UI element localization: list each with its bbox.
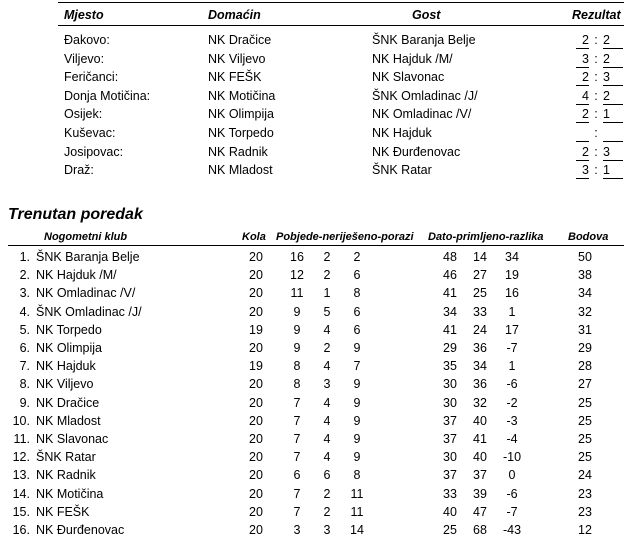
standings-draws: 2 <box>323 341 331 355</box>
standings-wins: 9 <box>293 304 301 319</box>
standings-wins: 7 <box>293 486 301 501</box>
standings-losses: 9 <box>353 395 361 410</box>
fixture-place: Draž: <box>64 163 94 178</box>
standings-played: 20 <box>249 450 263 465</box>
standings-draws: 2 <box>323 504 331 519</box>
fixture-place: Donja Motičina: <box>64 88 151 103</box>
standings-wins: 9 <box>293 341 301 355</box>
standings-header-points: Bodova <box>568 231 609 243</box>
fixture-score-away: 1 <box>603 107 610 122</box>
standings-position: 16. <box>12 523 30 537</box>
standings-wins: 6 <box>293 468 301 483</box>
score-underline <box>603 141 623 142</box>
standings-header-goals: Dato-primljeno-razlika <box>428 231 544 243</box>
standings-goals-against: 34 <box>473 359 487 374</box>
fixture-score-separator: : <box>594 88 598 103</box>
standings-played: 20 <box>249 523 263 537</box>
standings-goal-diff: 0 <box>508 468 516 483</box>
standings-position: 8. <box>19 377 30 392</box>
fixture-score-separator: : <box>594 70 598 85</box>
fixture-home: NK Olimpija <box>208 107 274 122</box>
standings-wins: 7 <box>293 413 301 428</box>
standings-points: 31 <box>578 322 592 337</box>
standings-goal-diff: 1 <box>508 359 516 374</box>
standings-goal-diff: -6 <box>506 486 518 501</box>
fixture-score-home: 3 <box>582 163 589 178</box>
fixture-score <box>575 89 621 103</box>
standings-losses: 11 <box>350 486 364 501</box>
standings-goal-diff: -4 <box>506 432 518 446</box>
score-underline <box>603 122 623 123</box>
standings-wins: 7 <box>293 395 301 410</box>
standings-header-club: Nogometni klub <box>44 231 128 243</box>
standings-club: NK Omladinac /V/ <box>36 286 136 301</box>
fixture-away: NK Slavonac <box>372 70 445 85</box>
standings-points: 24 <box>578 468 592 483</box>
fixture-score <box>575 107 621 121</box>
standings-losses: 2 <box>353 250 361 264</box>
standings-wins: 8 <box>293 359 301 374</box>
standings-goal-diff: -43 <box>502 523 522 537</box>
standings-goals-against: 36 <box>473 377 487 392</box>
fixture-home: NK Torpedo <box>208 126 274 140</box>
standings-position: 2. <box>19 268 30 283</box>
standings-goals-against: 41 <box>473 432 487 446</box>
standings-wins: 7 <box>293 432 301 446</box>
standings-goal-diff: -10 <box>502 450 522 465</box>
standings-position: 7. <box>19 359 30 374</box>
standings-club: NK Radnik <box>36 468 96 483</box>
standings-played: 20 <box>249 250 263 264</box>
standings-goal-diff: 17 <box>505 322 519 337</box>
standings-losses: 9 <box>353 413 361 428</box>
standings-goals-for: 37 <box>443 413 457 428</box>
standings-header-wdl: Pobjede-neriješeno-porazi <box>276 231 414 243</box>
standings-goals-against: 27 <box>473 268 487 283</box>
standings-draws: 5 <box>323 304 331 319</box>
score-underline <box>576 141 589 142</box>
standings-goals-against: 24 <box>473 322 487 337</box>
fixture-away: NK Hajduk /M/ <box>372 51 453 66</box>
standings-position: 13. <box>12 468 30 483</box>
fixtures-header-home: Domaćin <box>208 8 261 22</box>
fixtures-header-rule <box>58 25 624 26</box>
fixture-place: Osijek: <box>64 107 103 122</box>
standings-draws: 2 <box>323 250 331 264</box>
fixture-score <box>575 33 621 47</box>
standings-club: ŠNK Baranja Belje <box>36 250 140 264</box>
standings-losses: 6 <box>353 268 361 283</box>
standings-played: 20 <box>249 486 263 501</box>
standings-goal-diff: -2 <box>506 395 518 410</box>
standings-losses: 14 <box>350 523 364 537</box>
standings-goals-against: 37 <box>473 468 487 483</box>
fixture-score-home: 2 <box>582 107 589 122</box>
standings-goals-for: 34 <box>443 304 457 319</box>
standings-points: 28 <box>578 359 592 374</box>
standings-played: 19 <box>249 322 263 337</box>
standings-position: 10. <box>12 413 30 428</box>
standings-draws: 1 <box>323 286 331 301</box>
standings-club: ŠNK Omladinac /J/ <box>36 304 142 319</box>
standings-draws: 4 <box>323 450 331 465</box>
standings-wins: 11 <box>290 286 304 301</box>
standings-points: 25 <box>578 450 592 465</box>
fixture-score-home: 3 <box>582 51 589 66</box>
standings-played: 20 <box>249 468 263 483</box>
fixture-home: NK Dračice <box>208 33 272 47</box>
standings-played: 20 <box>249 341 263 355</box>
fixture-score-away: 3 <box>603 144 610 159</box>
standings-goals-against: 40 <box>473 413 487 428</box>
standings-played: 19 <box>249 359 263 374</box>
fixture-place: Đakovo: <box>64 33 110 47</box>
standings-goals-against: 25 <box>473 286 487 301</box>
fixture-away: ŠNK Ratar <box>372 163 432 178</box>
standings-draws: 2 <box>323 486 331 501</box>
standings-draws: 4 <box>323 359 331 374</box>
standings-position: 1. <box>19 250 30 264</box>
standings-goal-diff: 16 <box>505 286 519 301</box>
standings-goals-for: 35 <box>443 359 457 374</box>
fixture-score-separator: : <box>594 163 598 178</box>
standings-played: 20 <box>249 504 263 519</box>
score-underline <box>603 67 623 68</box>
standings-goals-against: 47 <box>473 504 487 519</box>
standings-club: NK Hajduk /M/ <box>36 268 117 283</box>
standings-club: NK FEŠK <box>36 504 90 519</box>
score-underline <box>603 85 623 86</box>
fixture-score-away: 2 <box>603 88 610 103</box>
standings-points: 25 <box>578 395 592 410</box>
standings-points: 27 <box>578 377 592 392</box>
standings-points: 50 <box>578 250 592 264</box>
standings-goals-for: 48 <box>443 250 457 264</box>
standings-club: NK Torpedo <box>36 322 102 337</box>
fixture-away: ŠNK Omladinac /J/ <box>372 88 478 103</box>
standings-position: 6. <box>19 341 30 355</box>
standings-losses: 6 <box>353 304 361 319</box>
standings-goals-for: 41 <box>443 286 457 301</box>
fixture-home: NK Mladost <box>208 163 273 178</box>
standings-losses: 6 <box>353 322 361 337</box>
score-underline <box>603 178 623 179</box>
fixture-score-home: 2 <box>582 33 589 47</box>
standings-draws: 4 <box>323 395 331 410</box>
standings-goal-diff: 1 <box>508 304 516 319</box>
fixture-score-separator: : <box>594 33 598 47</box>
fixtures-header-place: Mjesto <box>64 8 104 22</box>
score-underline <box>576 67 589 68</box>
fixture-place: Josipovac: <box>64 144 124 159</box>
standings-points: 23 <box>578 504 592 519</box>
standings-goal-diff: 19 <box>505 268 519 283</box>
standings-played: 20 <box>249 413 263 428</box>
standings-draws: 3 <box>323 377 331 392</box>
standings-points: 34 <box>578 286 592 301</box>
standings-losses: 8 <box>353 286 361 301</box>
standings-position: 12. <box>12 450 30 465</box>
score-underline <box>576 122 589 123</box>
fixture-home: NK FEŠK <box>208 70 262 85</box>
standings-club: NK Mladost <box>36 413 101 428</box>
fixture-place: Kuševac: <box>64 126 116 140</box>
fixture-score <box>575 163 621 177</box>
standings-goals-for: 40 <box>443 504 457 519</box>
standings-wins: 7 <box>293 504 301 519</box>
standings-goals-against: 39 <box>473 486 487 501</box>
standings-losses: 11 <box>350 504 364 519</box>
standings-goal-diff: -7 <box>506 341 518 355</box>
standings-losses: 7 <box>353 359 361 374</box>
standings-points: 32 <box>578 304 592 319</box>
standings-goals-against: 68 <box>473 523 487 537</box>
score-underline <box>576 85 589 86</box>
standings-header-played: Kola <box>242 231 266 243</box>
standings-goals-for: 30 <box>443 450 457 465</box>
standings-position: 3. <box>19 286 30 301</box>
standings-played: 20 <box>249 395 263 410</box>
score-underline <box>576 160 589 161</box>
standings-points: 38 <box>578 268 592 283</box>
standings-position: 11. <box>13 432 30 446</box>
standings-played: 20 <box>249 304 263 319</box>
standings-goal-diff: -3 <box>506 413 518 428</box>
standings-goals-for: 29 <box>443 341 457 355</box>
standings-losses: 8 <box>353 468 361 483</box>
standings-goals-against: 32 <box>473 395 487 410</box>
standings-club: NK Viljevo <box>36 377 94 392</box>
standings-goals-for: 41 <box>443 322 457 337</box>
standings-club: NK Olimpija <box>36 341 102 355</box>
standings-wins: 16 <box>290 250 304 264</box>
standings-losses: 9 <box>353 432 361 446</box>
standings-wins: 12 <box>290 268 304 283</box>
standings-draws: 4 <box>323 322 331 337</box>
standings-played: 20 <box>249 377 263 392</box>
standings-goals-for: 37 <box>443 432 457 446</box>
standings-header-rule <box>8 245 624 246</box>
standings-club: NK Đurđenovac <box>36 523 125 537</box>
standings-goals-against: 40 <box>473 450 487 465</box>
score-underline <box>576 48 589 49</box>
fixtures-header-away: Gost <box>412 8 441 22</box>
fixture-home: NK Radnik <box>208 144 268 159</box>
fixture-score-away: 1 <box>603 163 610 178</box>
standings-losses: 9 <box>353 450 361 465</box>
fixtures-header-result: Rezultat <box>572 8 621 22</box>
standings-club: NK Hajduk <box>36 359 96 374</box>
standings-position: 9. <box>19 395 30 410</box>
fixture-score-home: 2 <box>582 144 589 159</box>
fixture-score <box>575 52 621 66</box>
score-underline <box>603 104 623 105</box>
fixture-score-away: 2 <box>603 51 610 66</box>
score-underline <box>603 160 623 161</box>
standings-goals-for: 30 <box>443 377 457 392</box>
fixture-away: NK Omladinac /V/ <box>372 107 472 122</box>
fixture-score-away: 3 <box>603 70 610 85</box>
standings-played: 20 <box>249 268 263 283</box>
fixture-away: NK Hajduk <box>372 126 432 140</box>
fixtures-top-rule <box>58 2 624 3</box>
standings-wins: 7 <box>293 450 301 465</box>
fixture-away: NK Đurđenovac <box>372 144 461 159</box>
standings-wins: 3 <box>293 523 301 537</box>
standings-losses: 9 <box>353 341 361 355</box>
standings-club: NK Motičina <box>36 486 104 501</box>
standings-club: ŠNK Ratar <box>36 450 96 465</box>
standings-club: NK Dračice <box>36 395 100 410</box>
standings-goal-diff: -7 <box>506 504 518 519</box>
fixture-score-separator: : <box>594 126 598 140</box>
standings-goals-for: 37 <box>443 468 457 483</box>
standings-points: 23 <box>578 486 592 501</box>
score-underline <box>603 48 623 49</box>
fixture-home: NK Motičina <box>208 88 276 103</box>
score-underline <box>576 178 589 179</box>
standings-goals-for: 25 <box>443 523 457 537</box>
standings-goals-against: 36 <box>473 341 487 355</box>
fixture-score-home: 4 <box>582 88 589 103</box>
score-underline <box>576 104 589 105</box>
standings-draws: 2 <box>323 268 331 283</box>
standings-draws: 4 <box>323 432 331 446</box>
standings-goal-diff: 34 <box>505 250 519 264</box>
fixture-away: ŠNK Baranja Belje <box>372 33 476 47</box>
standings-played: 20 <box>249 286 263 301</box>
standings-points: 25 <box>578 432 592 446</box>
fixture-place: Viljevo: <box>64 51 105 66</box>
fixture-score-home: 2 <box>582 70 589 85</box>
standings-draws: 4 <box>323 413 331 428</box>
standings-position: 4. <box>19 304 30 319</box>
fixture-place: Feričanci: <box>64 70 119 85</box>
standings-title: Trenutan poredak <box>8 206 143 223</box>
standings-position: 14. <box>12 486 30 501</box>
fixture-home: NK Viljevo <box>208 51 266 66</box>
standings-points: 25 <box>578 413 592 428</box>
standings-points: 29 <box>578 341 592 355</box>
standings-goals-against: 33 <box>473 304 487 319</box>
fixture-score-separator: : <box>594 51 598 66</box>
standings-goal-diff: -6 <box>506 377 518 392</box>
fixture-score-away: 2 <box>603 33 610 47</box>
standings-position: 15. <box>12 504 30 519</box>
standings-losses: 9 <box>353 377 361 392</box>
standings-wins: 8 <box>293 377 301 392</box>
standings-goals-for: 46 <box>443 268 457 283</box>
standings-goals-for: 30 <box>443 395 457 410</box>
standings-goals-against: 14 <box>473 250 487 264</box>
standings-points: 12 <box>578 523 592 537</box>
fixture-score-separator: : <box>594 107 598 122</box>
standings-draws: 3 <box>323 523 331 537</box>
standings-played: 20 <box>249 432 263 446</box>
standings-draws: 6 <box>323 468 331 483</box>
standings-club: NK Slavonac <box>36 432 109 446</box>
standings-wins: 9 <box>293 322 301 337</box>
standings-goals-for: 33 <box>443 486 457 501</box>
fixture-score <box>575 126 621 140</box>
fixture-score <box>575 145 621 159</box>
fixture-score <box>575 70 621 84</box>
fixture-score-separator: : <box>594 144 598 159</box>
standings-position: 5. <box>19 322 30 337</box>
